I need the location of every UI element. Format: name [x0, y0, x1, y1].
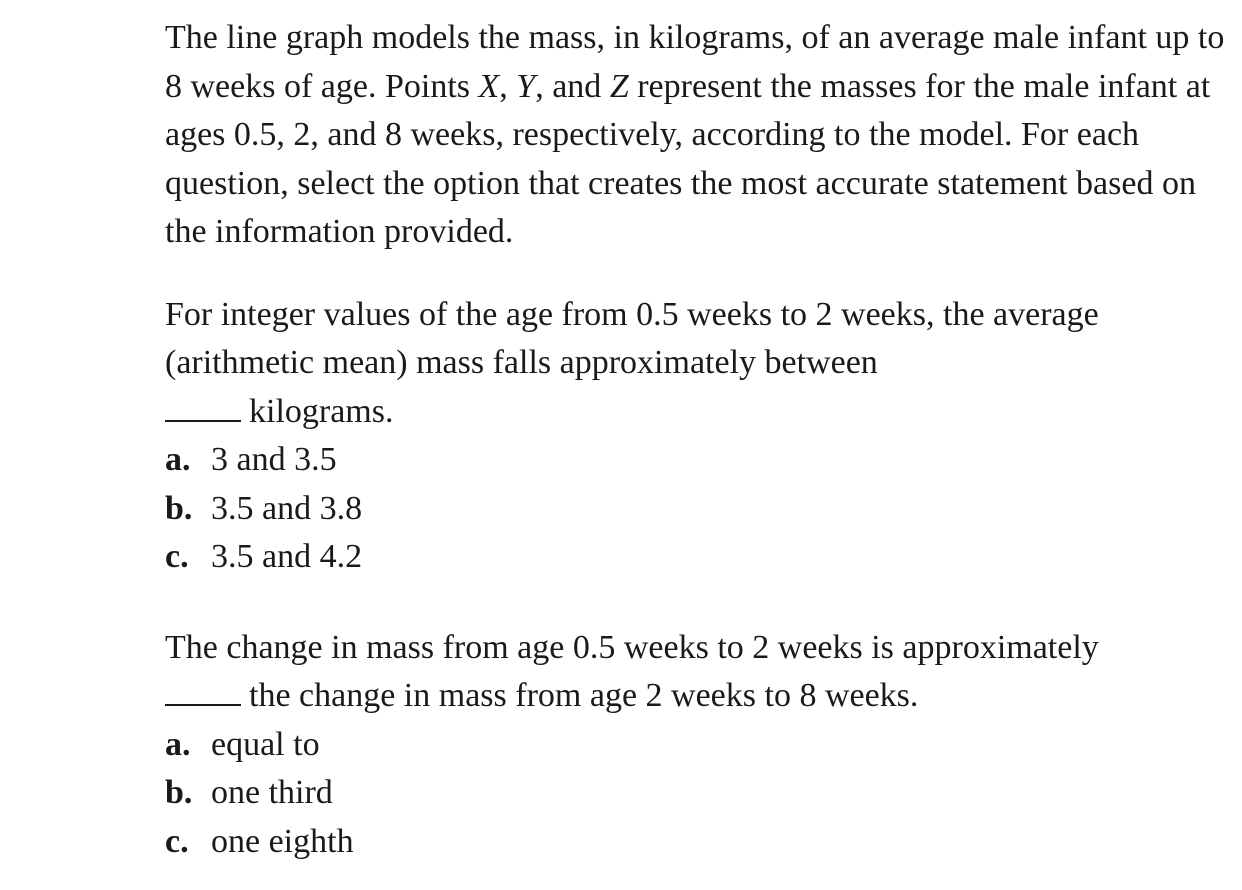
question-2-option-c[interactable] [165, 818, 1225, 867]
question-2 [165, 624, 1225, 867]
option-text: 3.5 and 3.8 [211, 489, 363, 527]
intro-text: The line graph models the mass, in kilograms, of an average male infant up to 8 weeks of age. Points [165, 19, 1225, 105]
option-letter: b. [165, 489, 193, 527]
option-text: one third [211, 774, 333, 811]
question-2-after-blank: the change in mass from age 2 weeks to 8 weeks. [249, 677, 919, 714]
point-x-label: X [478, 67, 500, 105]
question-1-stem-text: For integer values of the age from 0.5 weeks to 2 weeks, the average (arithmetic mean) mass falls approximately between [165, 295, 1099, 381]
intro-text: represent the masses for the male infant at ages 0.5, 2, and 8 weeks, respectively, according to the model. For each question, select the option that creates the most accurate statement based on the information provided. [165, 67, 1211, 250]
question-1-after-blank: kilograms. [249, 392, 394, 430]
question-2-option-b[interactable] [165, 769, 1225, 818]
question-1-option-b[interactable] [165, 485, 1225, 534]
option-letter: c. [165, 822, 189, 860]
option-text: equal to [211, 725, 320, 763]
option-text: one eighth [211, 822, 354, 860]
option-text: 3 and 3.5 [211, 441, 337, 478]
question-2-stem [165, 624, 1225, 721]
question-1-blank [165, 394, 241, 422]
point-z-label: Z [609, 67, 629, 105]
question-1-option-c[interactable] [165, 533, 1225, 582]
question-1 [165, 291, 1225, 582]
question-2-option-a[interactable] [165, 721, 1225, 770]
option-letter: b. [165, 774, 193, 811]
intro-separator: , [499, 67, 517, 105]
point-y-label: Y [516, 67, 536, 105]
question-1-option-a[interactable] [165, 436, 1225, 485]
option-text: 3.5 and 4.2 [211, 538, 363, 575]
question-2-stem-text: The change in mass from age 0.5 weeks to 2 weeks is approximately [165, 628, 1099, 666]
question-2-options [165, 721, 1225, 867]
question-1-stem [165, 291, 1225, 437]
option-letter: c. [165, 538, 189, 575]
question-1-options [165, 436, 1225, 582]
option-letter: a. [165, 725, 191, 763]
intro-separator: , and [535, 67, 610, 105]
question-2-blank [165, 678, 241, 706]
intro-paragraph [165, 14, 1225, 257]
document-page [165, 14, 1225, 866]
option-letter: a. [165, 441, 191, 478]
